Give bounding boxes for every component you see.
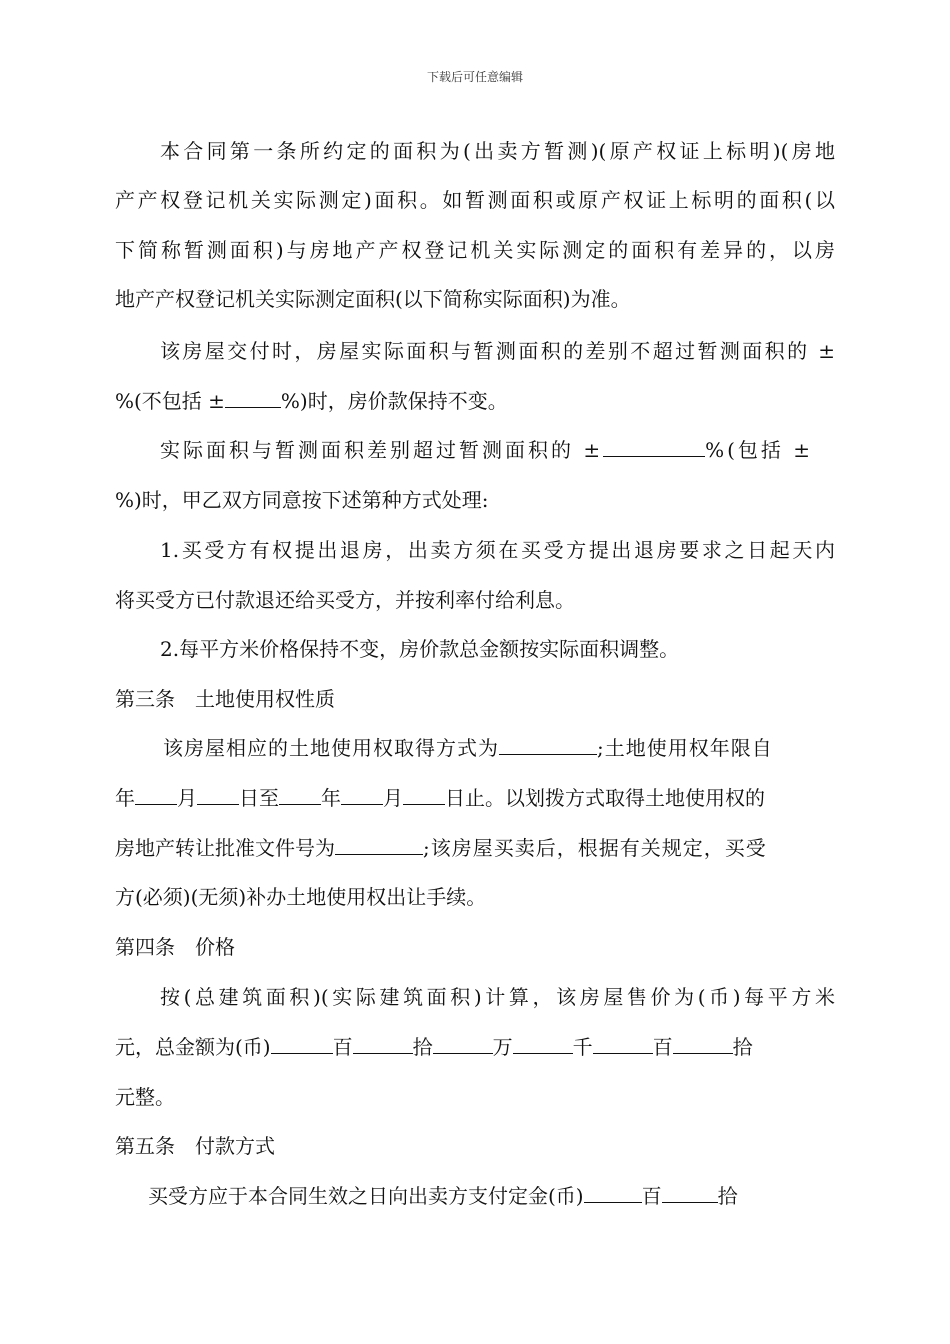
article3-text-c: 房地产转让批准文件号为 (115, 836, 335, 860)
blank-field (225, 389, 281, 408)
article3-line3 (115, 836, 835, 860)
blank-field (584, 1184, 642, 1203)
blank-field (353, 1035, 413, 1054)
page-header-note: 下载后可任意编辑 (426, 70, 523, 84)
article5-seg: 百 (641, 1184, 662, 1208)
para2-text-b: %)时，房价款保持不变。 (280, 389, 508, 413)
item1-line2: 将买受方已付款退还给买受方，并按利率付给利息。 (115, 588, 575, 612)
blank-field (673, 1035, 733, 1054)
article5-seg: 买受方应于本合同生效之日向出卖方支付定金(币) (148, 1184, 584, 1208)
article4-line2 (115, 1035, 835, 1059)
item1-line1: 1.买受方有权提出退房，出卖方须在买受方提出退房要求之日起天内 (160, 538, 835, 562)
article4-seg: 元，总金额为(币) (115, 1035, 271, 1059)
blank-field (403, 786, 445, 805)
para3-text-a: 实际面积与暂测面积差别超过暂测面积的 ± (160, 438, 604, 462)
article4-title: 第四条 价格 (115, 935, 235, 959)
article3-line1 (163, 736, 835, 760)
article4-seg: 万 (492, 1035, 513, 1059)
blank-field (603, 438, 705, 457)
blank-field (335, 836, 423, 855)
blank-field (197, 786, 239, 805)
para3-line1 (160, 438, 835, 462)
item2-line1: 2.每平方米价格保持不变，房价款总金额按实际面积调整。 (160, 637, 680, 661)
para1-line3: 下简称暂测面积)与房地产产权登记机关实际测定的面积有差异的，以房 (115, 238, 835, 262)
article3-text-b: ;土地使用权年限自 (597, 736, 773, 760)
article3-text-d: ;该房屋买卖后，根据有关规定，买受 (423, 836, 767, 860)
blank-field (341, 786, 383, 805)
para2-line2 (115, 389, 835, 413)
blank-field (135, 786, 177, 805)
para3-text-b: %(包括 ± (705, 438, 814, 462)
para1-line2: 产产权登记机关实际测定)面积。如暂测面积或原产权证上标明的面积(以 (115, 188, 835, 212)
para3-line2: %)时，甲乙双方同意按下述第种方式处理: (115, 488, 489, 512)
article5-seg: 拾 (717, 1184, 738, 1208)
article3-line4: 方(必须)(无须)补办土地使用权出让手续。 (115, 885, 487, 909)
para1-line4: 地产产权登记机关实际测定面积(以下简称实际面积)为准。 (115, 287, 631, 311)
article4-line3: 元整。 (115, 1085, 175, 1109)
blank-field (513, 1035, 573, 1054)
para2-line1: 该房屋交付时，房屋实际面积与暂测面积的差别不超过暂测面积的 ± (160, 339, 835, 363)
article4-seg: 拾 (732, 1035, 753, 1059)
article4-seg: 百 (652, 1035, 673, 1059)
article4-seg: 拾 (412, 1035, 433, 1059)
blank-field (433, 1035, 493, 1054)
article3-line2 (115, 786, 835, 810)
para2-text-a: %(不包括 ± (115, 389, 225, 413)
article5-title: 第五条 付款方式 (115, 1134, 275, 1158)
blank-field (499, 736, 597, 755)
article3-seg: 年 (321, 786, 341, 810)
blank-field (271, 1035, 333, 1054)
article3-seg: 月 (383, 786, 403, 810)
article4-seg: 百 (332, 1035, 353, 1059)
blank-field (662, 1184, 718, 1203)
article3-seg: 月 (177, 786, 197, 810)
article3-seg: 日止。以划拨方式取得土地使用权的 (445, 786, 765, 810)
article3-seg: 日至 (239, 786, 279, 810)
blank-field (593, 1035, 653, 1054)
article4-line1: 按(总建筑面积)(实际建筑面积)计算，该房屋售价为(币)每平方米 (160, 985, 835, 1009)
article3-text-a: 该房屋相应的土地使用权取得方式为 (163, 736, 499, 760)
article4-seg: 千 (572, 1035, 593, 1059)
article3-seg: 年 (115, 786, 135, 810)
para1-line1: 本合同第一条所约定的面积为(出卖方暂测)(原产权证上标明)(房地 (160, 139, 835, 163)
article5-line1 (148, 1184, 835, 1208)
blank-field (279, 786, 321, 805)
article3-title: 第三条 土地使用权性质 (115, 687, 335, 711)
